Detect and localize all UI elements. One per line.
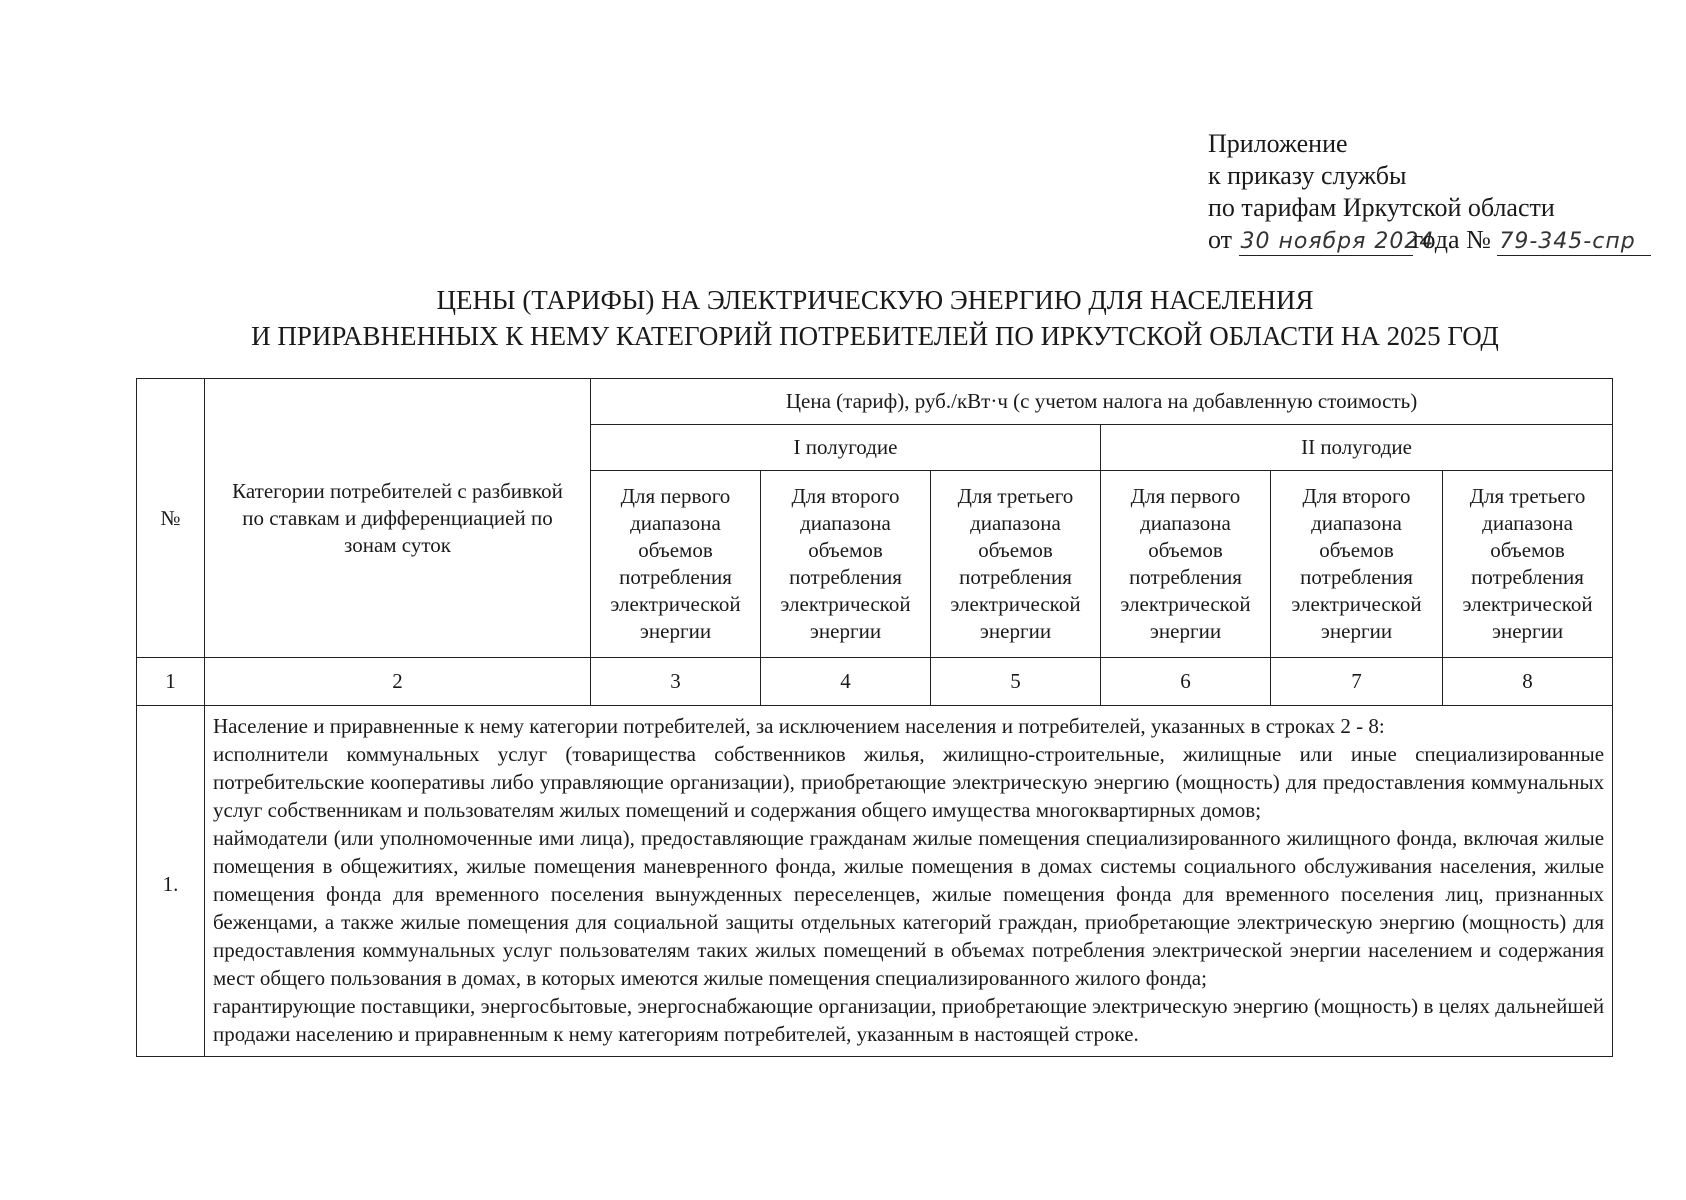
title-line-2: И ПРИРАВНЕННЫХ К НЕМУ КАТЕГОРИЙ ПОТРЕБИТЕЛЕЙ ПО ИРКУТСКОЙ ОБЛАСТИ НА 2025 ГОД xyxy=(251,321,1499,351)
year-number-label: года № xyxy=(1412,225,1491,254)
header-range-cell: Для третьего диапазона объемов потребления электрической энергии xyxy=(1443,471,1613,658)
column-number: 4 xyxy=(761,658,931,706)
header-range-cell: Для первого диапазона объемов потребления электрической энергии xyxy=(591,471,761,658)
document-title xyxy=(0,282,1686,354)
header-range-cell: Для первого диапазона объемов потребления электрической энергии xyxy=(1101,471,1271,658)
column-number: 3 xyxy=(591,658,761,706)
appendix-line-3: по тарифам Иркутской области xyxy=(1208,193,1555,222)
column-number: 7 xyxy=(1271,658,1443,706)
header-number: № xyxy=(137,379,205,658)
header-row-price xyxy=(137,379,1613,425)
category-paragraph: наймодатели (или уполномоченные ими лица), предоставляющие гражданам жилые помещения специализированного жилищного фонда, включая жилые помещения в общежитиях, жилые помещения маневренного фонда, жилые помещения в домах системы социального обслуживания населения, жилые помещения фонда для временного поселения вынужденных переселенцев, жилые помещения фонда для временного поселения лиц, признанных беженцами, а также жилые помещения для социальной защиты отдельных категорий граждан, приобретающие электрическую энергию (мощность) для предоставления коммунальных услуг пользователям таких жилых помещений в объемах потребления электрической энергии населением и содержания мест общего пользования в домах, в которых имеются жилые помещения специализированного жилого фонда; xyxy=(213,826,1605,990)
column-number: 6 xyxy=(1101,658,1271,706)
title-line-1: ЦЕНЫ (ТАРИФЫ) НА ЭЛЕКТРИЧЕСКУЮ ЭНЕРГИЮ ДЛЯ НАСЕЛЕНИЯ xyxy=(436,285,1314,315)
header-half-2: II полугодие xyxy=(1101,425,1613,471)
header-price: Цена (тариф), руб./кВт·ч (с учетом налога на добавленную стоимость) xyxy=(591,379,1613,425)
column-number: 2 xyxy=(205,658,591,706)
row-category-text xyxy=(205,706,1613,1057)
row-number: 1. xyxy=(137,706,205,1057)
column-number: 5 xyxy=(931,658,1101,706)
table-row xyxy=(137,706,1613,1057)
appendix-line-4 xyxy=(1208,224,1651,256)
column-number: 8 xyxy=(1443,658,1613,706)
header-category: Категории потребителей с разбивкой по ставкам и дифференциацией по зонам суток xyxy=(205,379,591,658)
header-range-cell: Для второго диапазона объемов потребления электрической энергии xyxy=(761,471,931,658)
appendix-line-2: к приказу службы xyxy=(1208,161,1407,190)
header-range-cell: Для третьего диапазона объемов потребления электрической энергии xyxy=(931,471,1101,658)
column-number: 1 xyxy=(137,658,205,706)
from-prefix: от xyxy=(1208,225,1233,254)
tariff-table xyxy=(136,378,1613,1057)
category-paragraph: гарантирующие поставщики, энергосбытовые, энергоснабжающие организации, приобретающие электрическую энергию (мощность) в целях дальнейшей продажи населению и приравненным к нему категориям потребителей, указанным в настоящей строке. xyxy=(213,994,1605,1046)
column-number-row xyxy=(137,658,1613,706)
category-paragraph: исполнители коммунальных услуг (товарищества собственников жилья, жилищно-строительные, жилищные или иные специализированные потребительские кооперативы либо управляющие организации), приобретающие электрическую энергию (мощность) для предоставления коммунальных услуг собственникам и пользователям жилых помещений и содержания общего имущества многоквартирных домов; xyxy=(213,742,1605,822)
header-range-cell: Для второго диапазона объемов потребления электрической энергии xyxy=(1271,471,1443,658)
appendix-block xyxy=(1208,128,1651,256)
appendix-line-1: Приложение xyxy=(1208,129,1348,158)
category-paragraph: Население и приравненные к нему категории потребителей, за исключением населения и потребителей, указанных в строках 2 - 8: xyxy=(213,714,1385,738)
handwritten-date: 30 ноября 2024 xyxy=(1240,229,1435,254)
header-half-1: I полугодие xyxy=(591,425,1101,471)
handwritten-order-number: 79-345-спр xyxy=(1497,229,1651,256)
